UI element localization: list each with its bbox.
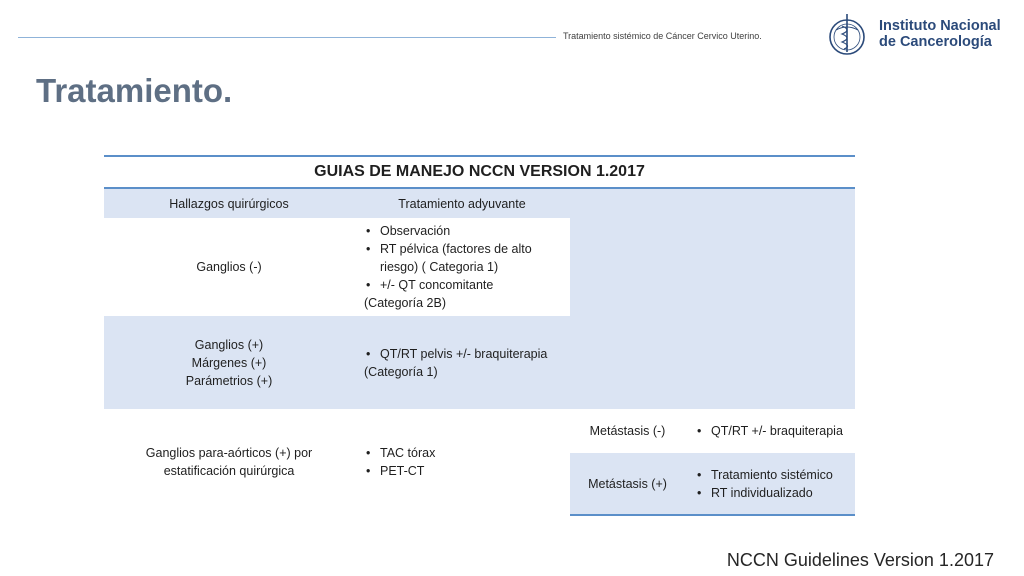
treatment-cell-row1	[354, 218, 570, 316]
institution-seal-icon	[826, 12, 868, 58]
finding-line: Ganglios (+)	[194, 337, 264, 352]
category-note: (Categoría 1)	[364, 364, 438, 379]
list-item: • +/- QT concomitante	[368, 276, 570, 294]
finding-para-aortic: Ganglios para-aórticos (+) por estatificación quirúrgica	[104, 409, 354, 515]
metastasis-positive-treatment	[685, 453, 855, 515]
metastasis-positive-label: Metástasis (+)	[570, 453, 685, 515]
list-item: • PET-CT	[368, 462, 570, 480]
empty-cell	[570, 188, 855, 409]
list-item: • QT/RT pelvis +/- braquiterapia	[368, 345, 570, 363]
treatment-cell-row2	[354, 316, 570, 409]
category-note: (Categoría 2B)	[364, 296, 446, 310]
treatment-cell-row3	[354, 409, 570, 515]
finding-line: Márgenes (+)	[191, 355, 267, 370]
metastasis-negative-treatment	[685, 409, 855, 453]
header-divider	[18, 37, 556, 38]
finding-line: Parámetrios (+)	[185, 373, 273, 388]
table-caption: GUIAS DE MANEJO NCCN VERSION 1.2017	[104, 156, 855, 188]
column-header-adjuvant: Tratamiento adyuvante	[354, 188, 570, 218]
slide-title: Tratamiento.	[36, 72, 233, 109]
institution-line-1: Instituto Nacional	[879, 18, 1001, 34]
list-item: • RT pélvica (factores de alto riesgo) ( Categoria 1)	[368, 240, 570, 276]
list-item: • RT individualizado	[699, 484, 855, 502]
nccn-guidelines-table	[104, 155, 855, 516]
institution-line-2: de Cancerología	[879, 34, 992, 50]
list-item: • QT/RT +/- braquiterapia	[699, 422, 855, 440]
column-header-findings: Hallazgos quirúrgicos	[104, 188, 354, 218]
source-footer: NCCN Guidelines Version 1.2017	[726, 550, 994, 570]
institution-name	[879, 18, 1001, 50]
metastasis-negative-label: Metástasis (-)	[570, 409, 685, 453]
finding-ganglios-negative: Ganglios (-)	[196, 260, 262, 274]
list-item: • TAC tórax	[368, 444, 570, 462]
presentation-subtitle: Tratamiento sistémico de Cáncer Cervico Uterino.	[563, 31, 762, 41]
finding-ganglios-positive	[104, 316, 354, 409]
list-item: • Observación	[368, 222, 570, 240]
list-item: • Tratamiento sistémico	[699, 466, 855, 484]
